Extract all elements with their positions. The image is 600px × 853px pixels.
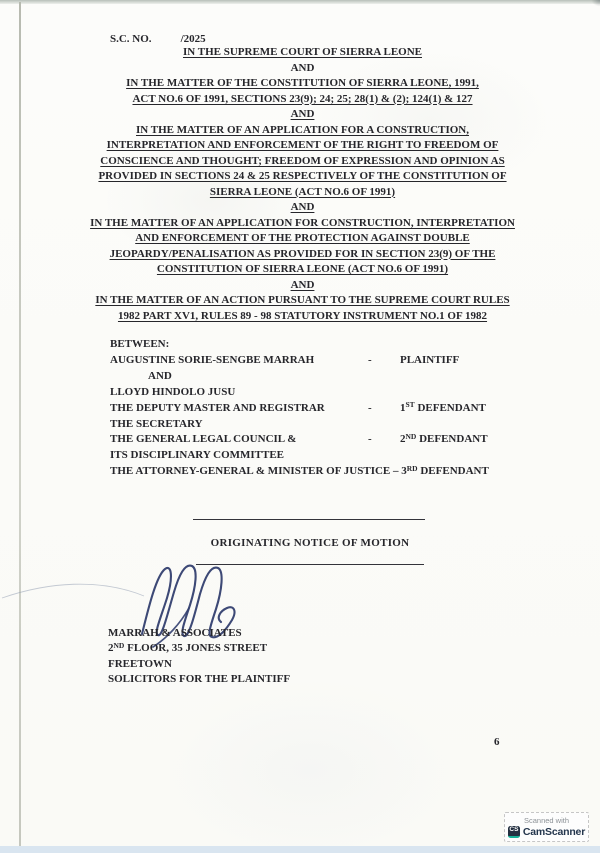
firm-city: FREETOWN [108,657,172,670]
heading-line: AND ENFORCEMENT OF THE PROTECTION AGAINST DOUBLE [135,232,470,244]
case-number-line [110,33,206,45]
firm-block [108,626,290,687]
between-label: BETWEEN: [110,338,170,350]
heading-line: IN THE MATTER OF AN APPLICATION FOR A CONSTRUCTION, [136,123,469,136]
party-name: THE GENERAL LEGAL COUNCIL & [110,433,297,446]
scan-bottom-strip [0,846,600,853]
scan-corner-smudge [582,0,600,13]
party-row [110,401,489,417]
party-row [110,448,489,464]
party-dash: - [368,401,372,414]
party-dash: - [368,353,372,366]
court-headings [70,45,535,324]
party-role: 1ST DEFENDANT [400,400,486,414]
party-name: AND [148,369,172,382]
between-label-row [110,337,489,353]
party-name: ITS DISCIPLINARY COMMITTEE [110,449,285,462]
party-dash: - [368,433,372,446]
party-row [110,417,489,433]
camscanner-badge [504,812,589,842]
heading-line: CONSTITUTION OF SIERRA LEONE (ACT NO.6 OF 1991) [156,263,449,275]
heading-line: INTERPRETATION AND ENFORCEMENT OF THE RIGHT TO FREEDOM OF [106,139,499,151]
heading-line: 1982 PART XV1, RULES 89 - 98 STATUTORY INSTRUMENT NO.1 OF 1982 [117,309,488,322]
heading-line: AND [290,108,315,120]
heading-line: PROVIDED IN SECTIONS 24 & 25 RESPECTIVELY OF THE CONSTITUTION OF [98,170,507,182]
separator-line-bottom [196,564,424,565]
page-number: 6 [494,736,500,748]
scan-top-edge [0,0,600,4]
heading-line: JEOPARDY/PENALISATION AS PROVIDED FOR IN SECTION 23(9) OF THE [109,247,496,260]
party-row [110,432,489,448]
heading-line: AND [290,278,315,291]
heading-line: AND [290,201,315,213]
case-number-label: S.C. NO. [110,33,152,45]
heading-line: AND [290,61,315,74]
firm-address: 2ND FLOOR, 35 JONES STREET [108,640,268,655]
camscanner-brand-row [508,826,585,838]
party-role: 2ND DEFENDANT [400,431,488,446]
heading-line: IN THE MATTER OF THE CONSTITUTION OF SIERRA LEONE, 1991, [126,77,479,89]
signature-flourish-line [2,584,144,598]
case-number-value: /2025 [180,33,206,45]
heading-line: IN THE MATTER OF AN ACTION PURSUANT TO THE SUPREME COURT RULES [95,294,510,306]
heading-line: IN THE SUPREME COURT OF SIERRA LEONE [182,46,422,58]
camscanner-scanned-with-label: Scanned with [523,815,570,825]
party-row [110,385,489,401]
firm-name: MARRAH & ASSOCIATES [108,627,242,639]
parties-section [110,337,489,480]
heading-line: CONSCIENCE AND THOUGHT; FREEDOM OF EXPRESSION AND OPINION AS [100,154,505,167]
heading-line: SIERRA LEONE (ACT NO.6 OF 1991) [209,185,396,198]
scan-left-page-edge [19,2,21,846]
motion-title: ORIGINATING NOTICE OF MOTION [210,537,410,549]
party-role: PLAINTIFF [400,353,460,366]
party-row [110,353,489,369]
party-name: LLOYD HINDOLO JUSU [110,385,236,398]
camscanner-brand-label: CamScanner [522,825,586,838]
party-name: AUGUSTINE SORIE-SENGBE MARRAH [110,353,315,366]
party-row [110,464,489,480]
firm-role: SOLICITORS FOR THE PLAINTIFF [108,672,291,685]
party-name: THE ATTORNEY-GENERAL & MINISTER OF JUSTICE – 3RD DEFENDANT [110,463,489,478]
camscanner-logo-icon: CS [508,826,520,838]
heading-line: IN THE MATTER OF AN APPLICATION FOR CONSTRUCTION, INTERPRETATION [90,216,515,229]
party-name: THE DEPUTY MASTER AND REGISTRAR [110,401,325,414]
party-name: THE SECRETARY [110,417,203,430]
separator-line-top [193,519,425,520]
party-row [110,369,489,385]
heading-line: ACT NO.6 OF 1991, SECTIONS 23(9); 24; 25; 28(1) & (2); 124(1) & 127 [132,92,473,105]
